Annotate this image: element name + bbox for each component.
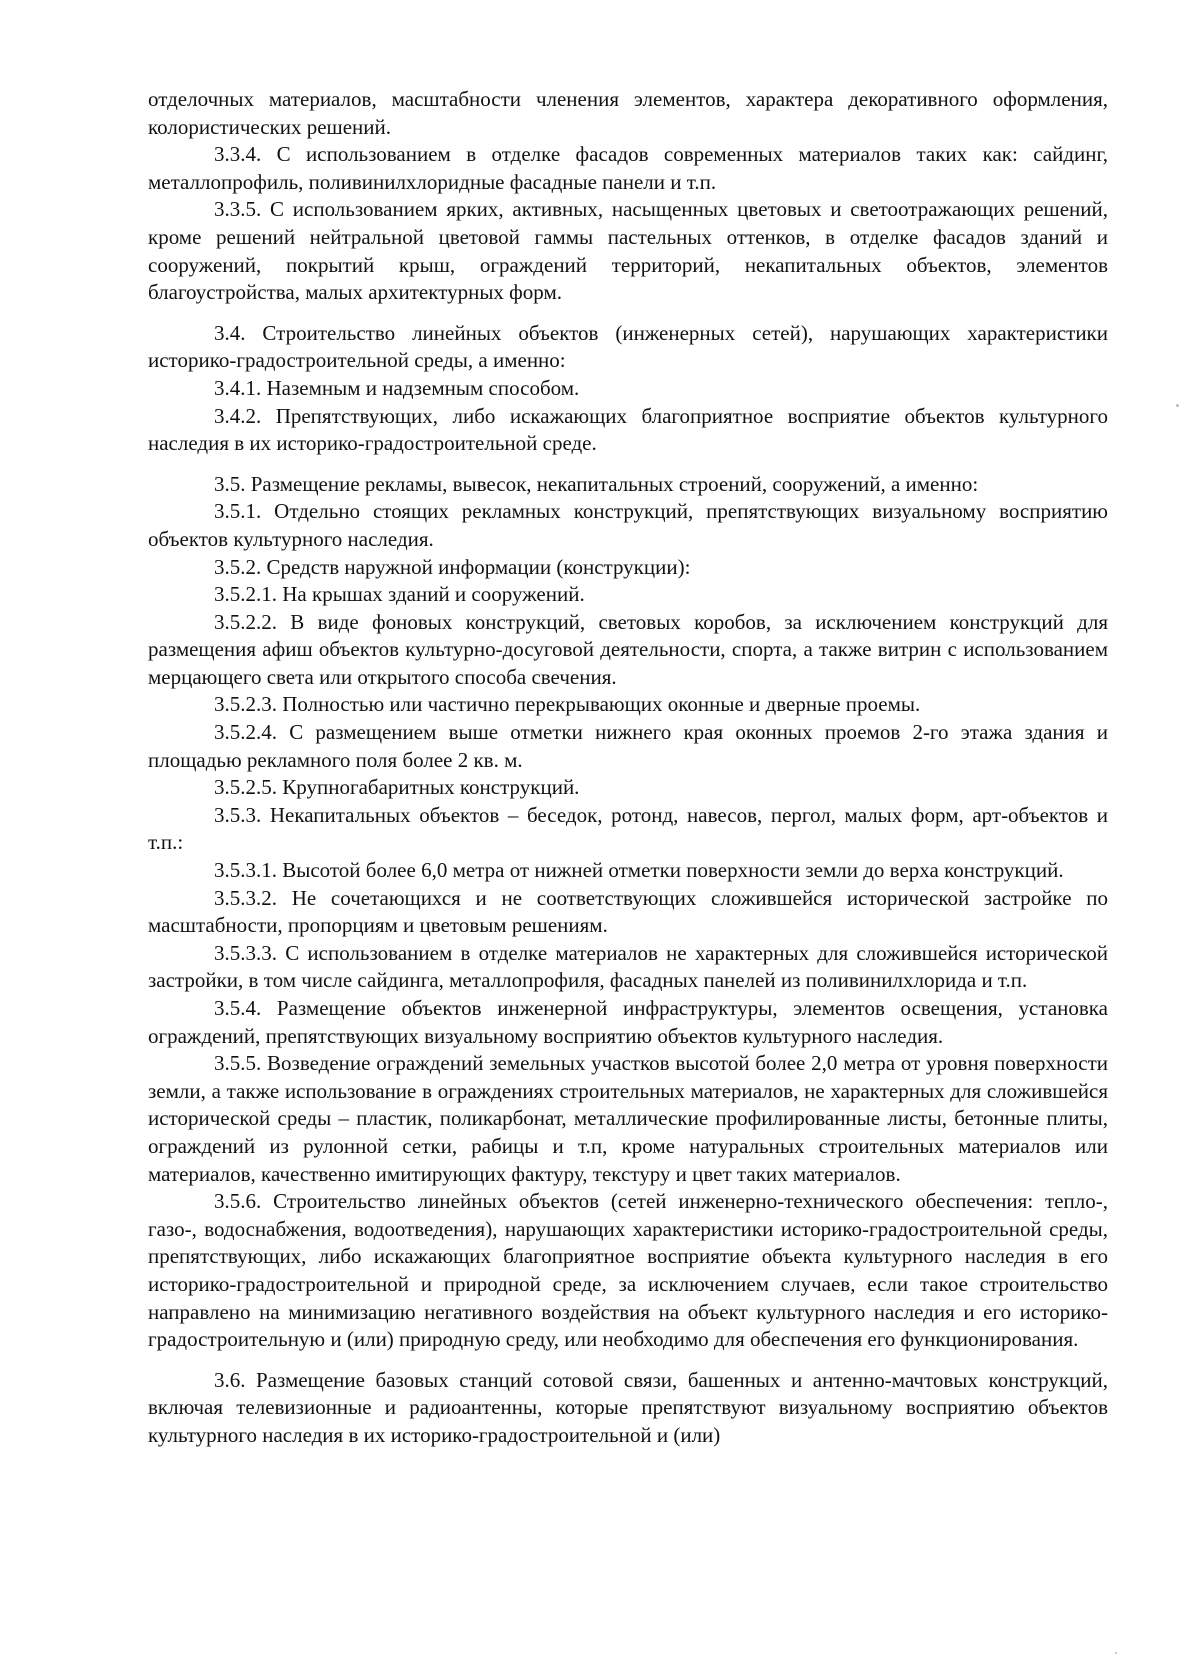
scan-speck (1176, 404, 1179, 407)
paragraph-3-5-2-1: 3.5.2.1. На крышах зданий и сооружений. (214, 582, 585, 607)
paragraph-3-5-3: 3.5.3. Некапитальных объектов – беседок, ротонд, навесов, пергол, малых форм, арт-объектов и т.п.: (148, 802, 1108, 855)
paragraph-3-4-2: 3.4.2. Препятствующих, либо искажающих благоприятное восприятие объектов культурного наследия в их историко-градостроительной среде. (148, 403, 1108, 456)
paragraph-3-5-5: 3.5.5. Возведение ограждений земельных участков высотой более 2,0 метра от уровня поверхности земли, а также использование в ограждениях строительных материалов, не характерных для сложившейся исторической среды – пластик, поликарбонат, металлические профилированные листы, бетонные плиты, ограждений из рулонной сетки, рабицы и т.п, кроме натуральных строительных материалов или материалов, качественно имитирующих фактуру, текстуру и цвет таких материалов. (148, 1051, 1108, 1186)
paragraph-3-5-3-2: 3.5.3.2. Не сочетающихся и не соответствующих сложившейся исторической застройке по масштабности, пропорциям и цветовым решениям. (148, 885, 1108, 938)
paragraph-3-5-4: 3.5.4. Размещение объектов инженерной инфраструктуры, элементов освещения, установка ограждений, препятствующих визуальному восприятию объектов культурного наследия. (148, 996, 1108, 1048)
paragraph-3-5: 3.5. Размещение рекламы, вывесок, некапитальных строений, сооружений, а именно: (214, 471, 979, 496)
paragraph-3-5-3-1: 3.5.3.1. Высотой более 6,0 метра от нижней отметки поверхности земли до верха конструкций. (214, 858, 1064, 883)
paragraph-3-5-2-4: 3.5.2.4. С размещением выше отметки нижнего края оконных проемов 2-го этажа здания и площадью рекламного поля более 2 кв. м. (148, 720, 1108, 772)
paragraph-3-3-5: 3.3.5. С использованием ярких, активных, насыщенных цветовых и светоотражающих решений, кроме решений нейтральной цветовой гаммы пастельных оттенков, в отделке фасадов зданий и сооружений, покрытий крыш, ограждений территорий, некапитальных объектов, элементов благоустройства, малых архитектурных форм. (148, 197, 1108, 305)
paragraph-3-5-3-3: 3.5.3.3. С использованием в отделке материалов не характерных для сложившейся исторической застройки, в том числе сайдинга, металлопрофиля, фасадных панелей из поливинилхлорида и т.п. (148, 940, 1108, 993)
paragraph-3-5-2-5: 3.5.2.5. Крупногабаритных конструкций. (214, 775, 580, 800)
paragraph-3-5-1: 3.5.1. Отдельно стоящих рекламных конструкций, препятствующих визуальному восприятию объектов культурного наследия. (148, 499, 1108, 551)
paragraph-3-6: 3.6. Размещение базовых станций сотовой связи, башенных и антенно-мачтовых конструкций, включая телевизионные и радиоантенны, которые препятствуют визуальному восприятию объектов культурного наследия в их историко-градостроительной и (или) (148, 1367, 1108, 1447)
paragraph-3-4: 3.4. Строительство линейных объектов (инженерных сетей), нарушающих характеристики историко-градостроительной среды, а именно: (148, 320, 1108, 373)
paragraph-3-5-2: 3.5.2. Средств наружной информации (конструкции): (214, 554, 691, 579)
paragraph-3-3-4: 3.3.4. С использованием в отделке фасадов современных материалов таких как: сайдинг, металлопрофиль, поливинилхлоридные фасадные панели и т.п. (148, 142, 1108, 194)
paragraph-3-4-1: 3.4.1. Наземным и надземным способом. (214, 375, 580, 400)
paragraph-continuation: отделочных материалов, масштабности членения элементов, характера декоративного оформления, колористических решений. (148, 87, 1108, 139)
paragraph-3-5-2-2: 3.5.2.2. В виде фоновых конструкций, световых коробов, за исключением конструкций для размещения афиш объектов культурно-досуговой деятельности, спорта, а также витрин с использованием мерцающего света или открытого способа свечения. (148, 609, 1108, 689)
paragraph-3-5-6: 3.5.6. Строительство линейных объектов (сетей инженерно-технического обеспечения: тепло-, газо-, водоснабжения, водоотведения), нарушающих характеристики историко-градостроительной среды, препятствующих, либо искажающих благоприятное восприятие объекта культурного наследия в его историко-градостроительной и природной среде, за исключением случаев, если такое строительство направлено на минимизацию негативного воздействия на объект культурного наследия и его историко-градостроительную и (или) природную среду, или необходимо для обеспечения его функционирования. (148, 1189, 1108, 1352)
paragraph-3-5-2-3: 3.5.2.3. Полностью или частично перекрывающих оконные и дверные проемы. (214, 692, 921, 717)
document-page (148, 86, 1108, 1450)
scan-speck (1115, 1652, 1117, 1654)
